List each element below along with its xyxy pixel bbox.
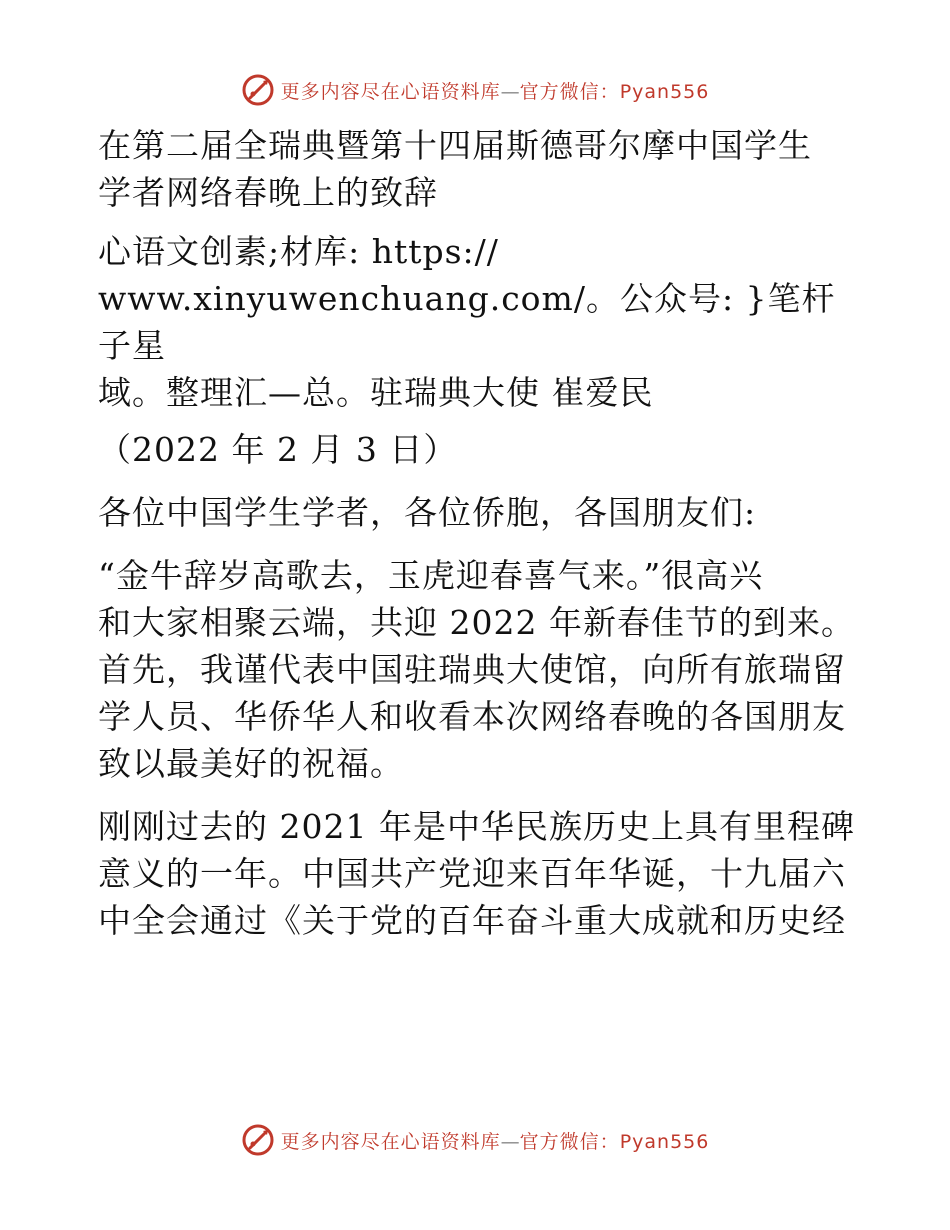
paragraph-2: [98, 803, 858, 944]
banner-text: [281, 1127, 710, 1154]
header-watermark-banner: [0, 70, 950, 110]
brush-circle-logo-icon: [241, 73, 275, 107]
paragraph-line: 中全会通过《关于党的百年奋斗重大成就和历史经: [98, 901, 846, 940]
paragraph-line: 致以最美好的祝福。: [98, 744, 404, 783]
greeting: 各位中国学生学者，各位侨胞，各国朋友们:: [98, 493, 757, 532]
paragraph-line: 和大家相聚云端，共迎 2022 年新春佳节的到来。: [98, 603, 855, 642]
footer-watermark-banner: [0, 1120, 950, 1160]
banner-text: [281, 77, 710, 104]
paragraph-line: 刚刚过去的 2021 年是中华民族历史上具有里程碑: [98, 807, 855, 846]
source-credit: [98, 228, 858, 416]
document-body: [98, 122, 858, 944]
document-title: [98, 122, 858, 216]
banner-wechat-id: Pyan556: [619, 1130, 710, 1153]
paragraph-1: [98, 552, 858, 787]
banner-separator: —: [500, 1130, 520, 1153]
paragraph-line: 学人员、华侨华人和收看本次网络春晚的各国朋友: [98, 697, 846, 736]
credit-line: 心语文创素;材库: https://: [98, 232, 499, 271]
banner-wechat-label: 官方微信：: [519, 1130, 620, 1153]
banner-wechat-id: Pyan556: [619, 80, 710, 103]
paragraph-line: 首先，我谨代表中国驻瑞典大使馆，向所有旅瑞留: [98, 650, 846, 689]
title-line: 在第二届全瑞典暨第十四届斯德哥尔摩中国学生: [98, 126, 812, 165]
banner-separator: —: [500, 80, 520, 103]
brush-circle-logo-icon: [241, 1123, 275, 1157]
banner-main-text: 更多内容尽在心语资料库: [280, 80, 501, 103]
credit-line: www.xinyuwenchuang.com/。公众号: }笔杆子星: [98, 279, 836, 365]
paragraph-line: “金牛辞岁高歌去，玉虎迎春喜气来。”很高兴: [98, 556, 764, 595]
paragraph-line: 意义的一年。中国共产党迎来百年华诞，十九届六: [98, 854, 846, 893]
credit-line: 域。整理汇—总。驻瑞典大使 崔爱民: [98, 373, 654, 412]
banner-wechat-label: 官方微信：: [519, 80, 620, 103]
speech-date: （2022 年 2 月 3 日）: [98, 430, 458, 469]
banner-main-text: 更多内容尽在心语资料库: [280, 1130, 501, 1153]
title-line: 学者网络春晚上的致辞: [98, 173, 438, 212]
